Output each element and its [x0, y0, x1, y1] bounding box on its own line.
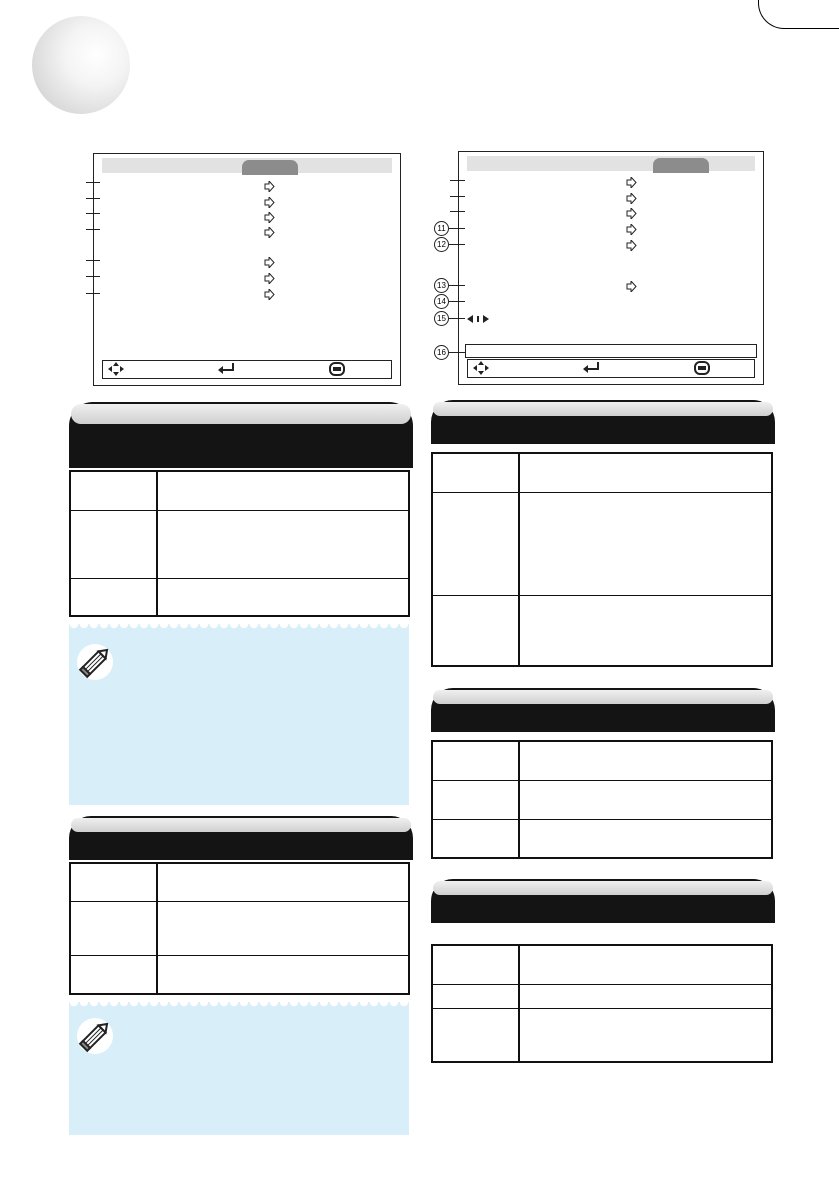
- note-pencil-icon: [75, 642, 115, 682]
- menu-tab-bar: [102, 158, 392, 173]
- callout-leader: [86, 293, 100, 294]
- submenu-arrow-icon: [626, 208, 637, 219]
- callout-leader: [449, 318, 465, 319]
- callout-leader: [86, 260, 100, 261]
- callout-leader: [450, 180, 465, 181]
- callout-leader: [86, 198, 100, 199]
- submenu-arrow-icon: [264, 273, 275, 284]
- callout-leader: [449, 301, 465, 302]
- settings-table: [431, 452, 773, 667]
- enter-icon: [217, 362, 235, 375]
- submenu-arrow-icon: [626, 240, 637, 251]
- text-entry-bar: [465, 344, 757, 358]
- submenu-arrow-icon: [264, 212, 275, 223]
- slider-marker-icon: [467, 314, 489, 324]
- callout-leader: [86, 229, 100, 230]
- menu-tab-bar: [467, 156, 755, 171]
- submenu-arrow-icon: [264, 257, 275, 268]
- callout-leader: [450, 196, 465, 197]
- section-header: [69, 816, 413, 860]
- page-corner-tab: [758, 0, 839, 29]
- submenu-arrow-icon: [626, 281, 637, 292]
- table-row: [433, 595, 771, 596]
- callout-leader: [449, 352, 465, 353]
- right-menu-screen: [458, 151, 764, 385]
- table-row: [433, 984, 771, 985]
- callout-number: 11: [434, 221, 449, 236]
- left-menu-screen: [93, 153, 401, 386]
- menu-guide-bar: [467, 359, 755, 378]
- section-header: [431, 879, 775, 923]
- settings-table: [69, 862, 410, 995]
- callout-number: 16: [434, 345, 449, 360]
- section-header: [69, 402, 413, 468]
- submenu-arrow-icon: [626, 193, 637, 204]
- section-header: [431, 400, 775, 444]
- submenu-arrow-icon: [264, 197, 275, 208]
- menu-active-tab: [242, 160, 298, 175]
- menu-guide-bar: [102, 360, 392, 379]
- callout-number: 13: [434, 278, 449, 293]
- section-header: [431, 688, 775, 732]
- callout-leader: [86, 276, 100, 277]
- callout-leader: [449, 228, 465, 229]
- table-row: [71, 901, 408, 902]
- callout-number: 12: [434, 237, 449, 252]
- table-row: [433, 780, 771, 781]
- callout-number: 14: [434, 294, 449, 309]
- submenu-arrow-icon: [626, 177, 637, 188]
- menu-button-icon: [329, 362, 345, 376]
- chapter-decoration-circle: [32, 16, 130, 114]
- callout-leader: [86, 182, 100, 183]
- settings-table: [431, 740, 773, 859]
- submenu-arrow-icon: [264, 289, 275, 300]
- table-row: [433, 819, 771, 820]
- settings-table: [431, 944, 773, 1063]
- submenu-arrow-icon: [264, 181, 275, 192]
- settings-table: [69, 470, 410, 617]
- move-arrows-icon: [473, 361, 489, 375]
- table-row: [433, 1008, 771, 1009]
- table-row: [433, 492, 771, 493]
- note-pencil-icon: [75, 1016, 115, 1056]
- table-row: [71, 955, 408, 956]
- move-arrows-icon: [108, 362, 124, 376]
- submenu-arrow-icon: [264, 227, 275, 238]
- note-box: [69, 1002, 409, 1135]
- enter-icon: [582, 361, 600, 374]
- callout-leader: [450, 211, 465, 212]
- menu-active-tab: [653, 158, 709, 173]
- menu-button-icon: [694, 361, 710, 375]
- callout-leader: [449, 285, 465, 286]
- callout-number: 15: [434, 311, 449, 326]
- callout-leader: [449, 244, 465, 245]
- submenu-arrow-icon: [626, 224, 637, 235]
- callout-leader: [86, 213, 100, 214]
- table-row: [71, 510, 408, 511]
- table-row: [71, 578, 408, 579]
- note-box: [69, 624, 409, 805]
